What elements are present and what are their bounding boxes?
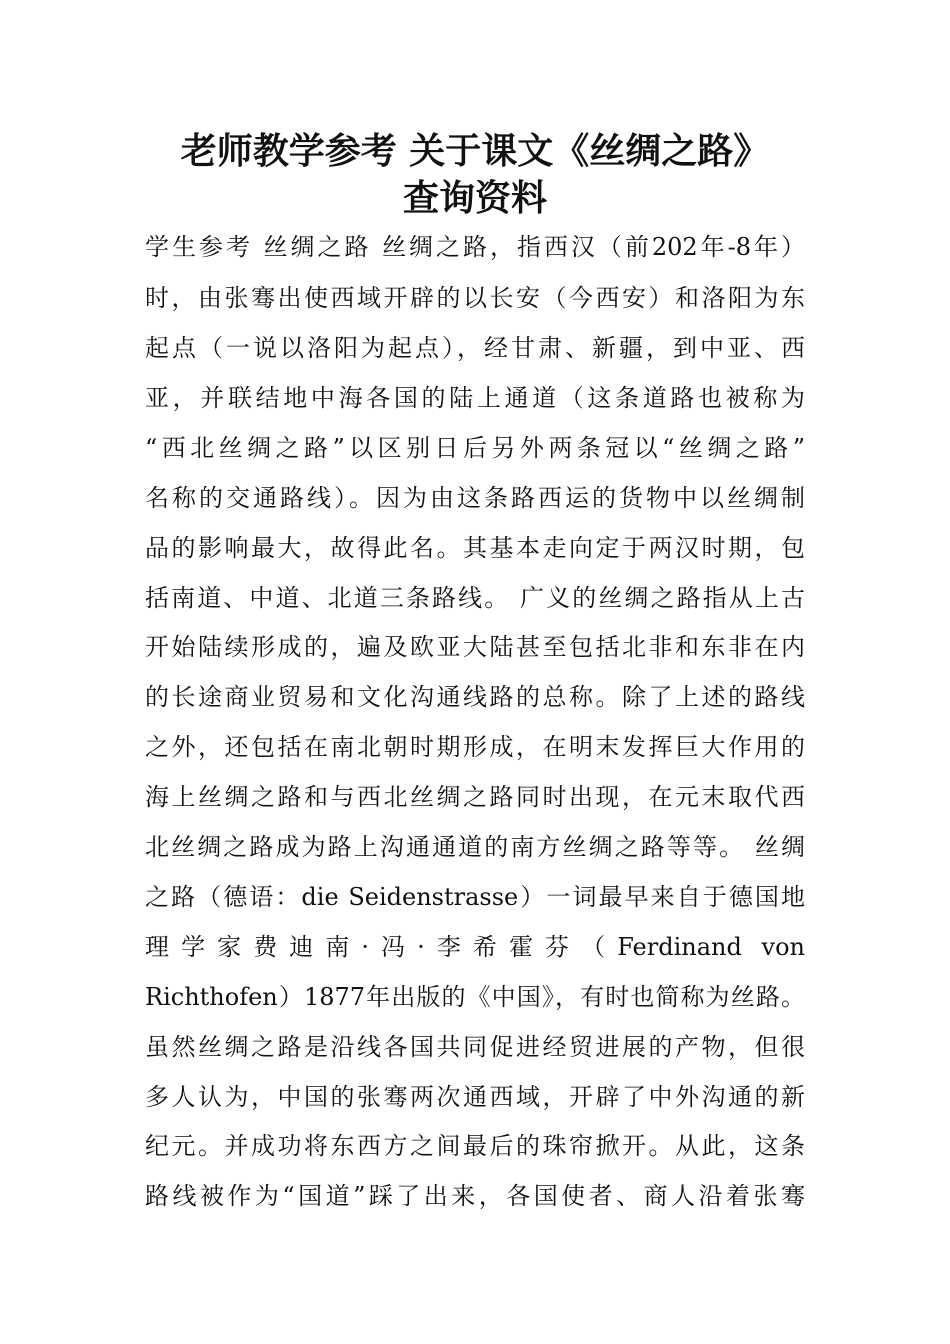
body-text-line: 品的影响最大，故得此名。其基本走向定于两汉时期，包	[145, 534, 805, 562]
body-text-line: “西北丝绸之路”以区别日后另外两条冠以“丝绸之路”	[145, 434, 805, 462]
body-text-line: 开始陆续形成的，遍及欧亚大陆甚至包括北非和东非在内	[145, 633, 805, 661]
body-text-line: 学生参考 丝绸之路 丝绸之路，指西汉（前202年-8年）	[145, 233, 805, 261]
body-text-line: 起点（一说以洛阳为起点），经甘肃、新疆，到中亚、西	[145, 334, 805, 362]
body-text-line: 括南道、中道、北道三条路线。 广义的丝绸之路指从上古	[145, 584, 805, 612]
body-text-line: Richthofen）1877年出版的《中国》，有时也简称为丝路。	[145, 983, 805, 1011]
body-text-line: 理学家费迪南·冯·李希霍芬（Ferdinand von	[145, 933, 805, 961]
document-title-line-2: 查询资料	[402, 178, 547, 219]
body-text-line: 纪元。并成功将东西方之间最后的珠帘掀开。从此，这条	[145, 1132, 805, 1160]
document-title-line-1: 老师教学参考 关于课文《丝绸之路》	[180, 131, 770, 172]
body-text-line: 虽然丝绸之路是沿线各国共同促进经贸进展的产物，但很	[145, 1033, 805, 1061]
body-text-line: 的长途商业贸易和文化沟通线路的总称。除了上述的路线	[145, 683, 805, 711]
body-text-line: 多人认为，中国的张骞两次通西域，开辟了中外沟通的新	[145, 1083, 805, 1111]
body-text-line: 海上丝绸之路和与西北丝绸之路同时出现，在元末取代西	[145, 783, 805, 811]
body-text-line: 路线被作为“国道”踩了出来，各国使者、商人沿着张骞	[145, 1182, 805, 1210]
body-text-line: 名称的交通路线）。因为由这条路西运的货物中以丝绸制	[145, 484, 805, 512]
body-text-line: 亚，并联结地中海各国的陆上通道（这条道路也被称为	[145, 384, 805, 412]
body-text-line: 北丝绸之路成为路上沟通通道的南方丝绸之路等等。 丝绸	[145, 833, 805, 861]
body-text-line: 之路（德语：die Seidenstrasse）一词最早来自于德国地	[145, 883, 805, 911]
body-text-line: 之外，还包括在南北朝时期形成，在明末发挥巨大作用的	[145, 733, 805, 761]
body-text-line: 时，由张骞出使西域开辟的以长安（今西安）和洛阳为东	[145, 284, 805, 312]
